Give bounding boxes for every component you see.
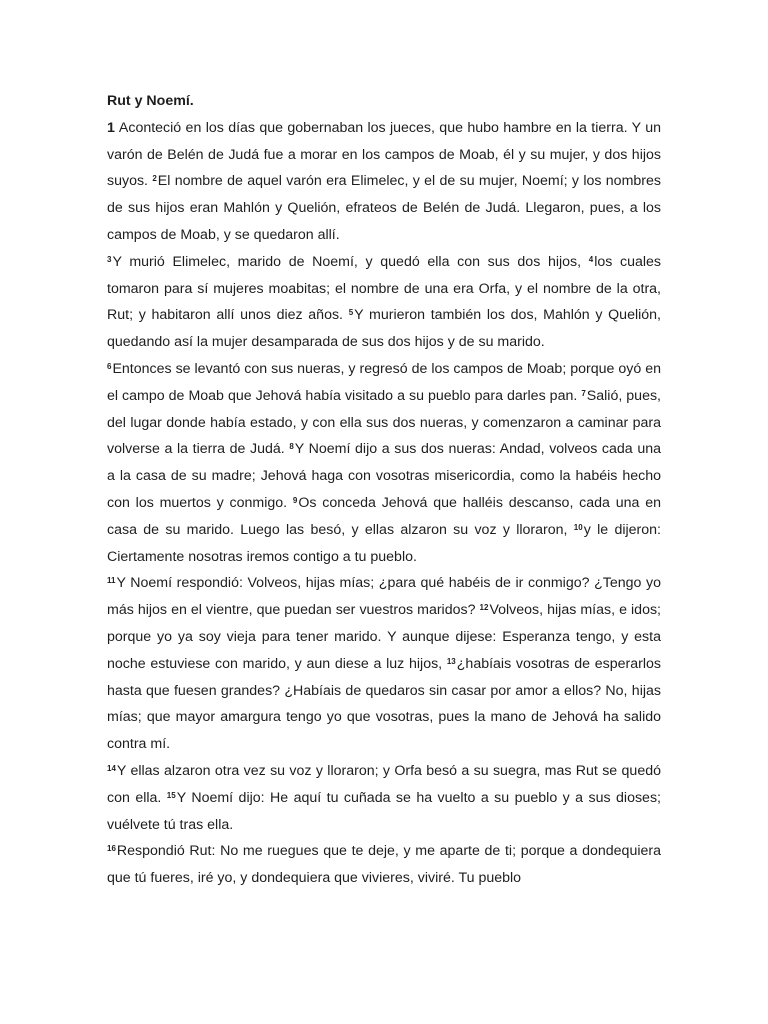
- verse-text: Entonces se levantó con sus nueras, y regresó de los campos de Moab; porque oyó en el campo de Moab que Jehová había visitado a su pueblo para darles pan.: [107, 360, 661, 404]
- verse-text: El nombre de aquel varón era Elimelec, y el de su mujer, Noemí; y los nombres de sus hijos eran Mahlón y Quelión, efrateos de Belén de Judá. Llegaron, pues, a los campos de Moab, y se quedaron allí.: [107, 173, 661, 243]
- verse-text: Aconteció en los días que gobernaban los jueces, que hubo hambre en la tierra. Y un varón de Belén de Judá fue a morar en los campos de Moab, él y su mujer, y dos hijos suyos.: [107, 119, 661, 190]
- verse-text: Y Noemí dijo: He aquí tu cuñada se ha vuelto a su pueblo y a sus dioses; vuélvete tú tras ella.: [107, 789, 661, 833]
- verse-number: 16: [107, 844, 116, 854]
- verse-number: 3: [107, 254, 112, 264]
- verse-text: los cuales tomaron para sí mujeres moabitas; el nombre de una era Orfa, y el nombre de la otra, Rut; y habitaron allí unos diez años.: [107, 253, 661, 324]
- document-title: Rut y Noemí.: [107, 93, 194, 109]
- verse-number: 5: [348, 308, 354, 318]
- verse-text: Y Noemí respondió: Volveos, hijas mías; ¿para qué habéis de ir conmigo? ¿Tengo yo más hijos en el vientre, que puedan ser vuestros maridos?: [107, 575, 661, 619]
- verse-number: 12: [479, 603, 489, 613]
- verse-number: 7: [581, 388, 586, 398]
- verse-text: Y ellas alzaron otra vez su voz y lloraron; y Orfa besó a su suegra, mas Rut se quedó con ella.: [107, 762, 661, 806]
- verse-text: ¿habíais vosotras de esperarlos hasta que fuesen grandes? ¿Habíais de quedaros sin casar por amor a ellos? No, hijas mías; que mayor amargura tengo yo que vosotras, pues la mano de Jehová ha salido contra mí.: [107, 655, 661, 753]
- verse-number: 10: [573, 522, 583, 532]
- document-page: [107, 88, 661, 892]
- verse-number: 6: [107, 361, 112, 371]
- verse-number: 2: [152, 174, 157, 184]
- verse-number: 4: [588, 254, 594, 264]
- verse-number: 15: [166, 790, 176, 800]
- paragraph: [107, 570, 661, 758]
- verse-text: Y Noemí dijo a sus dos nueras: Andad, volveos cada una a la casa de su madre; Jehová haga con vosotras misericordia, como la habéis hecho con los muertos y conmigo.: [107, 441, 661, 511]
- paragraph: [107, 356, 661, 570]
- verse-text: Salió, pues, del lugar donde había estado, y con ella sus dos nueras, y comenzaron a caminar para volverse a la tierra de Judá.: [107, 387, 661, 458]
- paragraph: [107, 758, 661, 838]
- paragraph: [107, 115, 661, 249]
- verse-text: y le dijeron: Ciertamente nosotras iremos contigo a tu pueblo.: [107, 521, 661, 565]
- paragraph: [107, 249, 661, 356]
- verse-text: Y murió Elimelec, marido de Noemí, y quedó ella con sus dos hijos,: [112, 253, 589, 270]
- verse-text: Os conceda Jehová que halléis descanso, cada una en casa de su marido. Luego las besó, y ellas alzaron su voz y lloraron,: [107, 494, 661, 538]
- verse-text: Y murieron también los dos, Mahlón y Quelión, quedando así la mujer desamparada de sus dos hijos y de su marido.: [107, 307, 661, 351]
- verse-number: 1: [107, 119, 115, 136]
- verse-text: Respondió Rut: No me ruegues que te deje, y me aparte de ti; porque a dondequiera que tú fueres, iré yo, y dondequiera que vivieres, viviré. Tu pueblo: [107, 843, 661, 887]
- verse-number: 11: [107, 576, 116, 586]
- verse-text: Volveos, hijas mías, e idos; porque yo ya soy vieja para tener marido. Y aunque dijese: Esperanza tengo, y esta noche estuviese con marido, y aun diese a luz hijos,: [107, 602, 661, 672]
- verse-number: 8: [289, 442, 294, 452]
- paragraph: [107, 838, 661, 892]
- verse-number: 13: [446, 656, 456, 666]
- document-body: [107, 115, 661, 892]
- verse-number: 14: [107, 763, 116, 773]
- verse-number: 9: [292, 495, 298, 505]
